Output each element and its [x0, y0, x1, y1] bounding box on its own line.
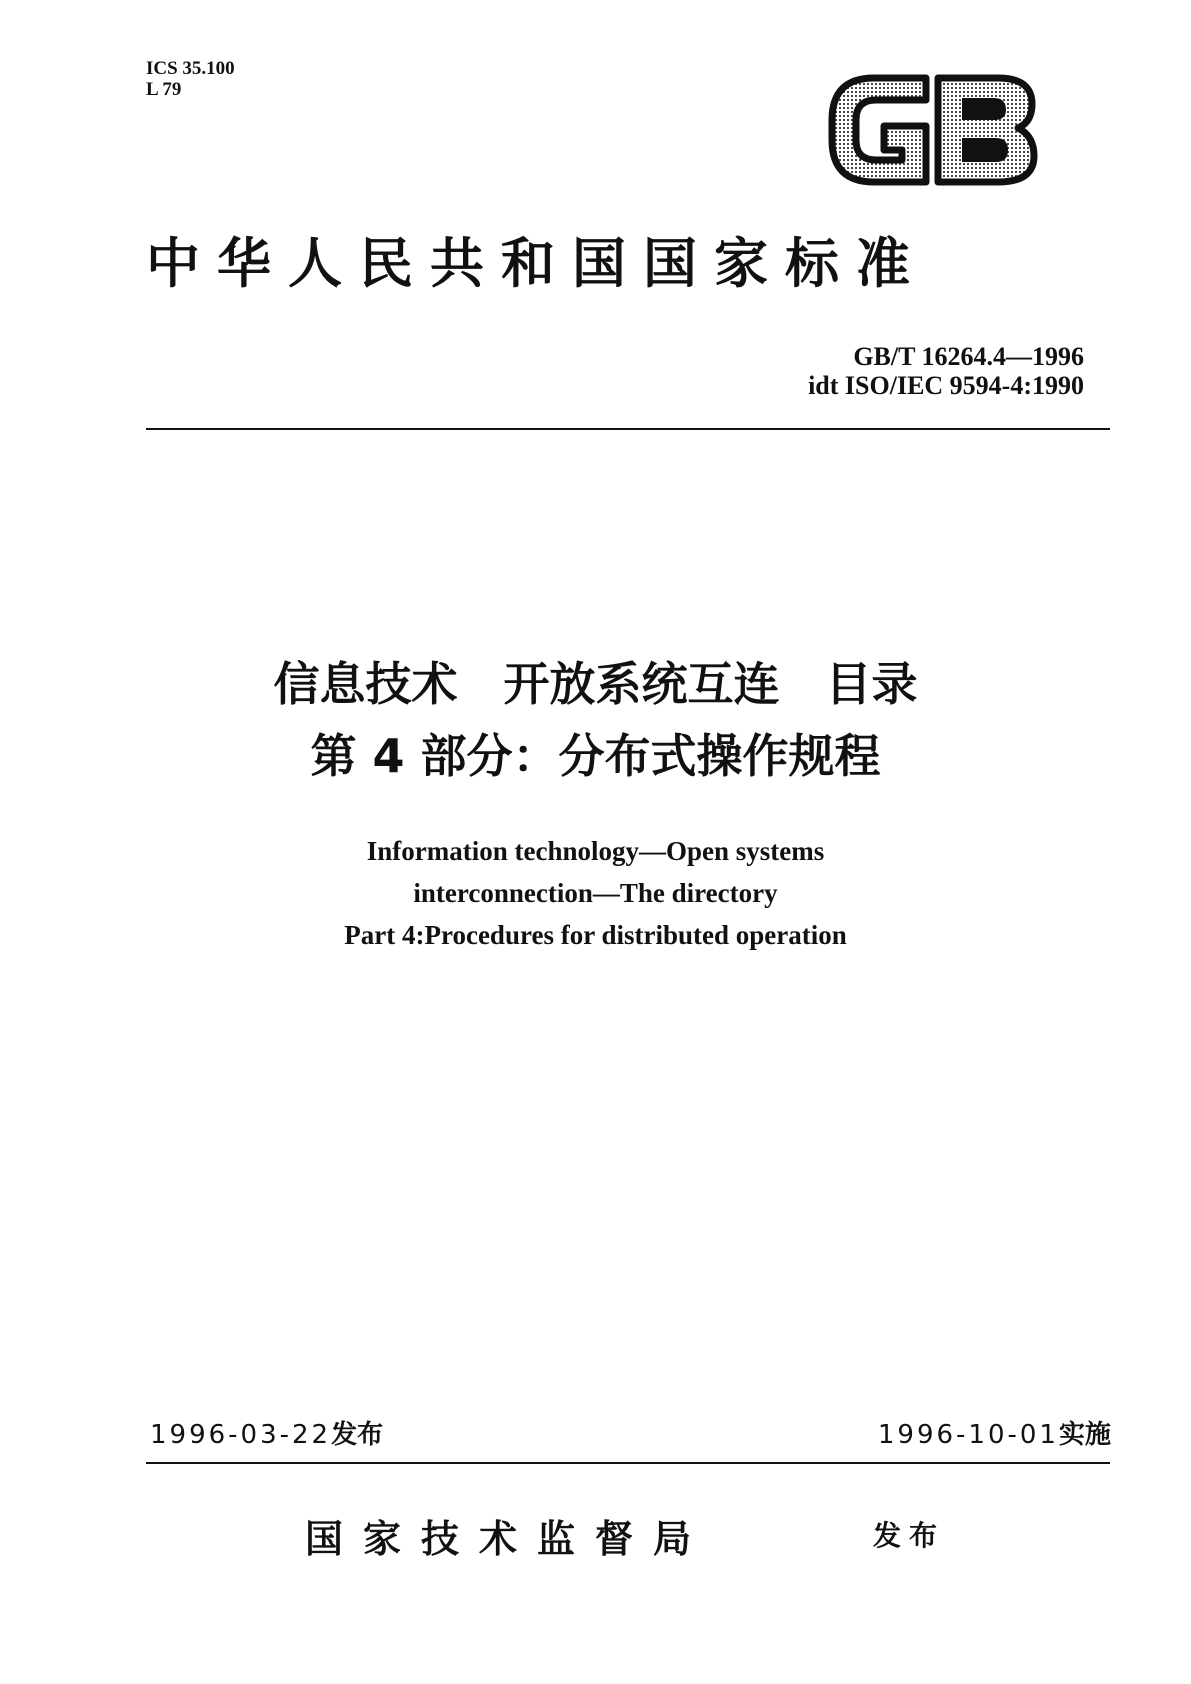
ics-code: ICS 35.100 — [146, 58, 235, 79]
issue-date-label: 发布 — [331, 1420, 384, 1450]
title-en-line2: interconnection—The directory — [413, 878, 778, 908]
issue-date — [150, 1414, 383, 1451]
gb-logo — [826, 70, 1040, 190]
title-en-line1: Information technology—Open systems — [366, 836, 825, 866]
effective-date-value: 1996-10-01 — [877, 1420, 1059, 1450]
standard-numbers — [808, 342, 1084, 400]
effective-date-label: 实施 — [1058, 1420, 1111, 1450]
title-cn-line2: 第 4 部分：分布式操作规程 — [310, 729, 881, 783]
identical-standard: idt ISO/IEC 9594-4:1990 — [808, 371, 1084, 400]
issue-date-value: 1996-03-22 — [150, 1420, 332, 1450]
ccs-code: L 79 — [146, 79, 182, 100]
title-cn-line1: 信息技术 开放系统互连 目录 — [273, 657, 918, 711]
top-divider — [146, 428, 1110, 430]
effective-date — [878, 1414, 1111, 1451]
publisher-action: 发布 — [873, 1519, 946, 1552]
bottom-divider — [146, 1462, 1110, 1464]
standard-number: GB/T 16264.4—1996 — [853, 342, 1084, 371]
national-standard-title: 中华人民共和国国家标准 — [146, 231, 927, 295]
classification-codes — [146, 58, 235, 100]
publisher-name: 国家技术监督局 — [305, 1516, 712, 1561]
title-en-line3: Part 4:Procedures for distributed operation — [344, 920, 847, 950]
